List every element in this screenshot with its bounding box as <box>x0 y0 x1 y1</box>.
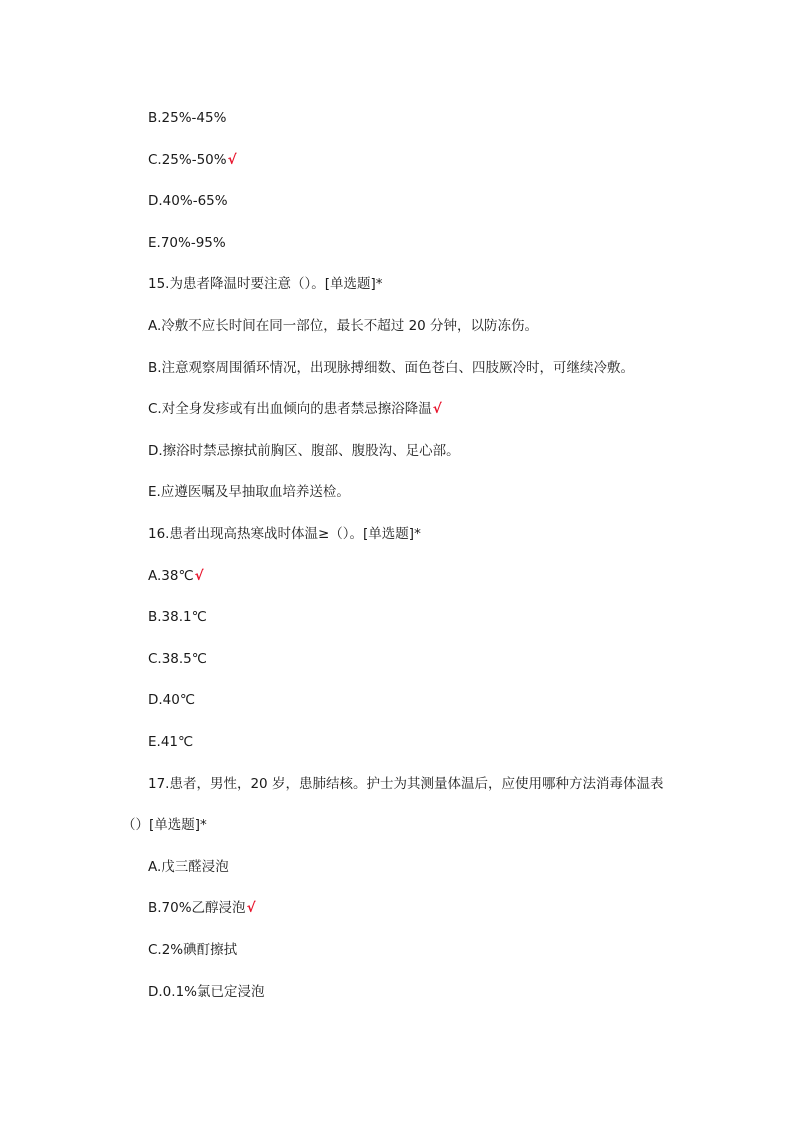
option-text: B.70%乙醇浸泡 <box>148 900 246 916</box>
option-text: E.41℃ <box>148 734 194 750</box>
option-text: D.40%-65% <box>148 193 228 209</box>
option-c-q17 <box>148 941 237 959</box>
question-16 <box>148 525 421 543</box>
question-17 <box>148 775 663 793</box>
option-c-q16 <box>148 650 207 668</box>
question-text: 16.患者出现高热寒战时体温≥（）。[单选题]* <box>148 526 421 542</box>
option-a-q15 <box>148 317 538 335</box>
option-b-q14 <box>148 109 226 127</box>
option-text: D.40℃ <box>148 692 196 708</box>
option-d-q16 <box>148 691 195 709</box>
correct-check-icon: √ <box>246 900 256 916</box>
option-e-q16 <box>148 733 193 751</box>
option-d-q14 <box>148 192 228 210</box>
option-text: B.注意观察周围循环情况，出现脉搏细数、面色苍白、四肢厥冷时，可继续冷敷。 <box>148 360 635 376</box>
option-text: A.冷敷不应长时间在同一部位，最长不超过 20 分钟，以防冻伤。 <box>148 318 539 334</box>
option-d-q15 <box>148 442 460 460</box>
option-text: D.擦浴时禁忌擦拭前胸区、腹部、腹股沟、足心部。 <box>148 443 460 459</box>
option-a-q17 <box>148 858 229 876</box>
option-text: A.戊三醛浸泡 <box>148 859 229 875</box>
option-b-q15 <box>148 359 634 377</box>
option-e-q14 <box>148 234 226 252</box>
option-text: C.对全身发疹或有出血倾向的患者禁忌擦浴降温 <box>148 401 432 417</box>
question-17-continuation <box>122 816 207 834</box>
question-15 <box>148 275 383 293</box>
correct-check-icon: √ <box>432 401 442 417</box>
correct-check-icon: √ <box>227 152 237 168</box>
option-text: C.38.5℃ <box>148 651 207 667</box>
option-text: A.38℃ <box>148 568 194 584</box>
correct-check-icon: √ <box>194 568 204 584</box>
option-text: B.38.1℃ <box>148 609 207 625</box>
question-text: 15.为患者降温时要注意（）。[单选题]* <box>148 276 383 292</box>
option-b-q16 <box>148 608 207 626</box>
option-text: D.0.1%氯已定浸泡 <box>148 984 265 1000</box>
question-text: 17.患者，男性，20 岁，患肺结核。护士为其测量体温后，应使用哪种方法消毒体温表 <box>148 776 664 792</box>
option-c-q15 <box>148 400 442 418</box>
option-e-q15 <box>148 483 350 501</box>
option-text: B.25%-45% <box>148 110 227 126</box>
option-text: E.应遵医嘱及早抽取血培养送检。 <box>148 484 350 500</box>
option-d-q17 <box>148 983 264 1001</box>
question-text: （）[单选题]* <box>122 817 207 833</box>
option-a-q16 <box>148 567 204 585</box>
option-c-q14 <box>148 151 237 169</box>
option-text: C.2%碘酊擦拭 <box>148 942 238 958</box>
option-text: E.70%-95% <box>148 235 226 251</box>
option-text: C.25%-50% <box>148 152 227 168</box>
option-b-q17 <box>148 899 256 917</box>
